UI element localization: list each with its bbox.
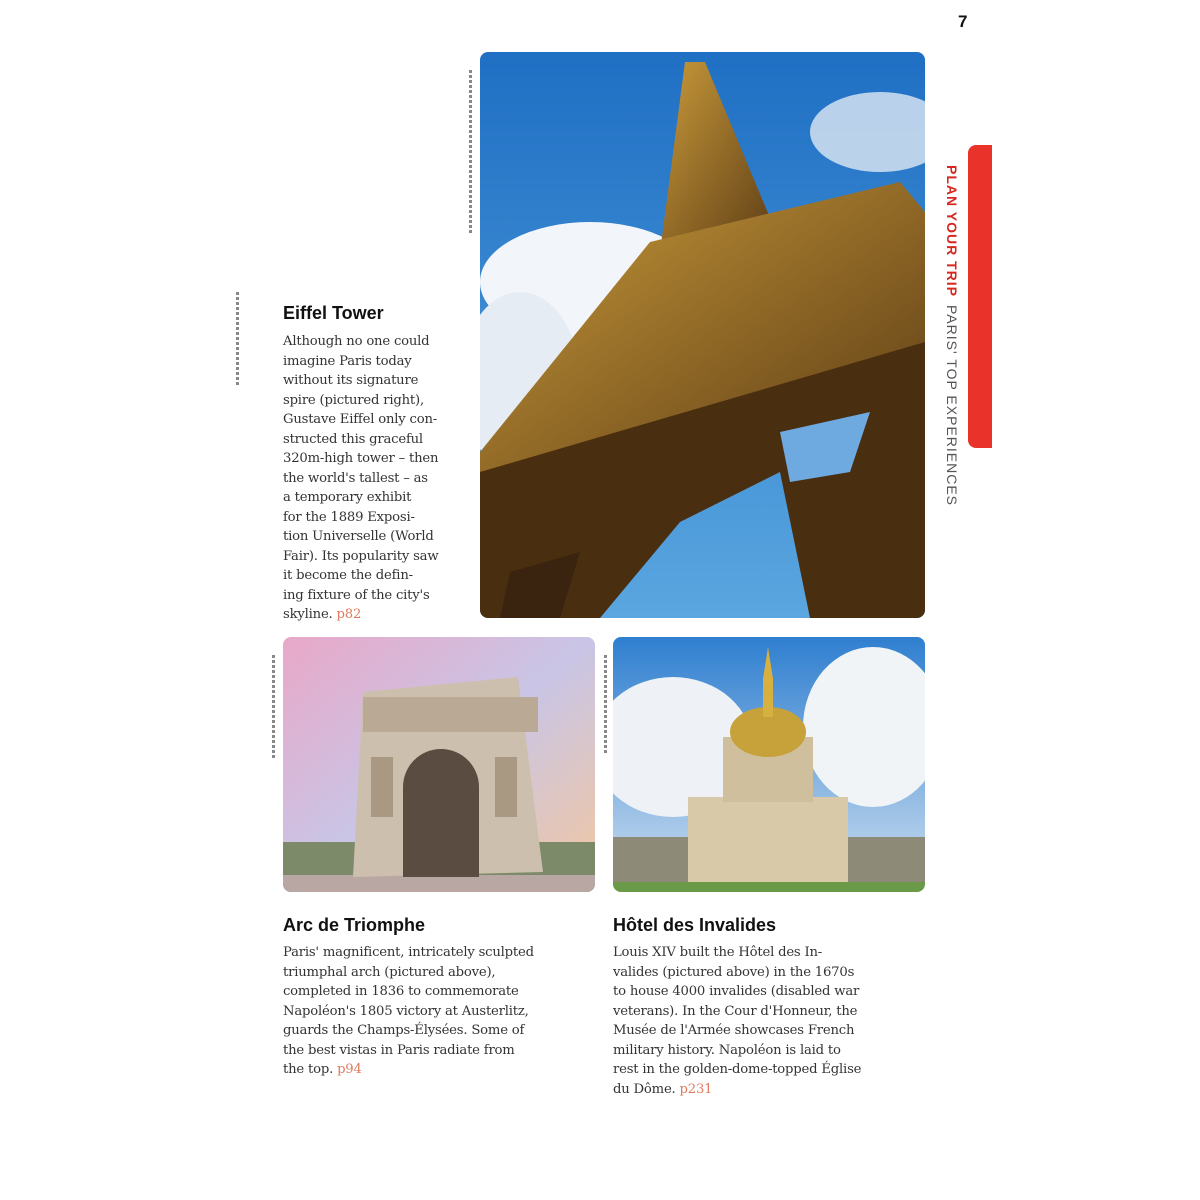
invalides-photo	[613, 637, 925, 892]
arc-de-triomphe-photo	[283, 637, 595, 892]
sight-title: Eiffel Tower	[283, 303, 384, 323]
sight-title: Hôtel des Invalides	[613, 915, 777, 935]
page-reference-link[interactable]: p82	[336, 607, 362, 622]
sight-description	[613, 943, 913, 1099]
page-reference-link[interactable]: p231	[679, 1081, 713, 1097]
eiffel-tower-photo	[480, 52, 925, 618]
photo-credit	[604, 655, 607, 755]
sight-description	[283, 332, 468, 625]
section-heading	[944, 165, 960, 506]
section-title: PLAN YOUR TRIP	[944, 165, 960, 297]
sight-title: Arc de Triomphe	[283, 915, 426, 935]
sight-body: Louis XIV built the Hôtel des In- valides (pictured above) in the 1670s to house 4000 invalides (disabled war veterans). In the Cour d'Honneur, the Musée de l'Armée showcases French military history. Napoléon is laid to rest in the golden-dome-topped Église du Dôme.	[613, 945, 862, 1097]
section-tab	[968, 145, 992, 448]
sight-description	[283, 943, 583, 1080]
photo-credit	[469, 70, 472, 235]
subsection-title: PARIS' TOP EXPERIENCES	[944, 304, 960, 507]
page-reference-link[interactable]: p94	[337, 1062, 362, 1077]
photo-credit	[272, 655, 275, 760]
sight-body: Paris' magnificent, intricately sculpted triumphal arch (pictured above), completed in 1836 to commemorate Napoléon's 1805 victory at Austerlitz, guards the Champs-Élysées. Some of the best vistas in Paris radiate from the top.	[283, 945, 534, 1077]
sight-body: Although no one could imagine Paris today without its signature spire (pictured right), Gustave Eiffel only con- structed this graceful 320m-high tower – then the world's tallest – as a temporary exhibit for the 1889 Exposi- tion Universelle (World Fair). Its popularity saw it become the defin- ing fixture of the city's skyline.	[283, 334, 439, 622]
page-number: 7	[958, 12, 968, 31]
photo-credit	[236, 292, 239, 387]
